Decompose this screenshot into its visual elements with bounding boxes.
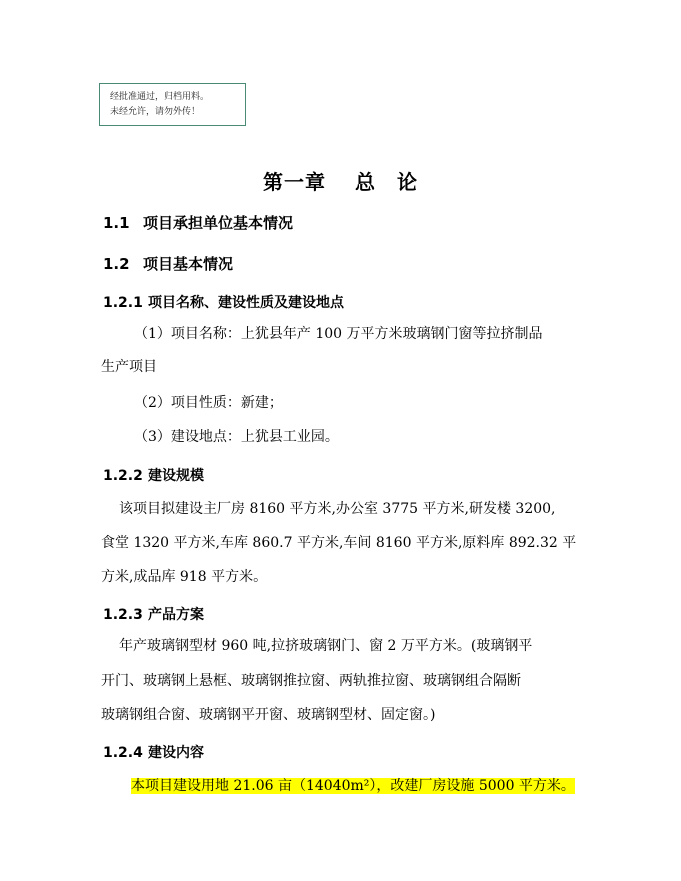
project-nature: （2）项目性质：新建； [134,395,283,411]
highlighted-text: 本项目建设用地 21.06 亩（14040m²），改建厂房设施 5000 平方米。 [131,778,575,794]
project-location: （3）建设地点：上犹县工业园。 [134,429,339,445]
heading-1-2 [103,253,233,274]
heading-number: 1.1 [103,214,130,232]
product-line-2: 开门、玻璃钢上悬框、玻璃钢推拉窗、两轨推拉窗、玻璃钢组合隔断 [101,673,521,689]
project-name-line-1: （1）项目名称：上犹县年产 100 万平方米玻璃钢门窗等拉挤制品 [134,326,543,342]
heading-text: 项目名称、建设性质及建设地点 [148,295,344,311]
heading-1-2-2 [103,465,204,485]
heading-number: 1.2.3 [103,607,143,623]
heading-text: 建设内容 [148,745,204,761]
product-line-3: 玻璃钢组合窗、玻璃钢平开窗、玻璃钢型材、固定窗。) [101,707,436,723]
product-line-1: 年产玻璃钢型材 960 吨,拉挤玻璃钢门、窗 2 万平方米。(玻璃钢平 [119,638,533,654]
heading-text: 项目基本情况 [143,255,234,273]
heading-number: 1.2.4 [103,745,143,761]
approval-stamp-box [99,83,246,126]
construction-content [101,770,613,803]
heading-number: 1.2.2 [103,468,143,484]
heading-text: 项目承担单位基本情况 [143,214,294,232]
stamp-line-2: 未经允许，请勿外传！ [110,107,201,117]
heading-number: 1.2 [103,255,130,273]
heading-1-2-4 [103,742,204,762]
scale-line-2: 食堂 1320 平方米,车库 860.7 平方米,车间 8160 平方米,原料库 892.32 平 [101,535,577,551]
stamp-line-1: 经批准通过，归档用料。 [110,92,210,102]
heading-text: 产品方案 [148,607,204,623]
heading-text: 建设规模 [148,468,204,484]
heading-number: 1.2.1 [103,295,143,311]
scale-line-1: 该项目拟建设主厂房 8160 平方米,办公室 3775 平方米,研发楼 3200, [119,501,556,517]
heading-1-1 [103,212,293,233]
heading-1-2-3 [103,604,204,624]
heading-1-2-1 [103,292,344,312]
scale-line-3: 方米,成品库 918 平方米。 [101,569,268,585]
chapter-title: 第一章 总 论 [263,170,418,194]
project-name-line-2: 生产项目 [101,359,157,375]
